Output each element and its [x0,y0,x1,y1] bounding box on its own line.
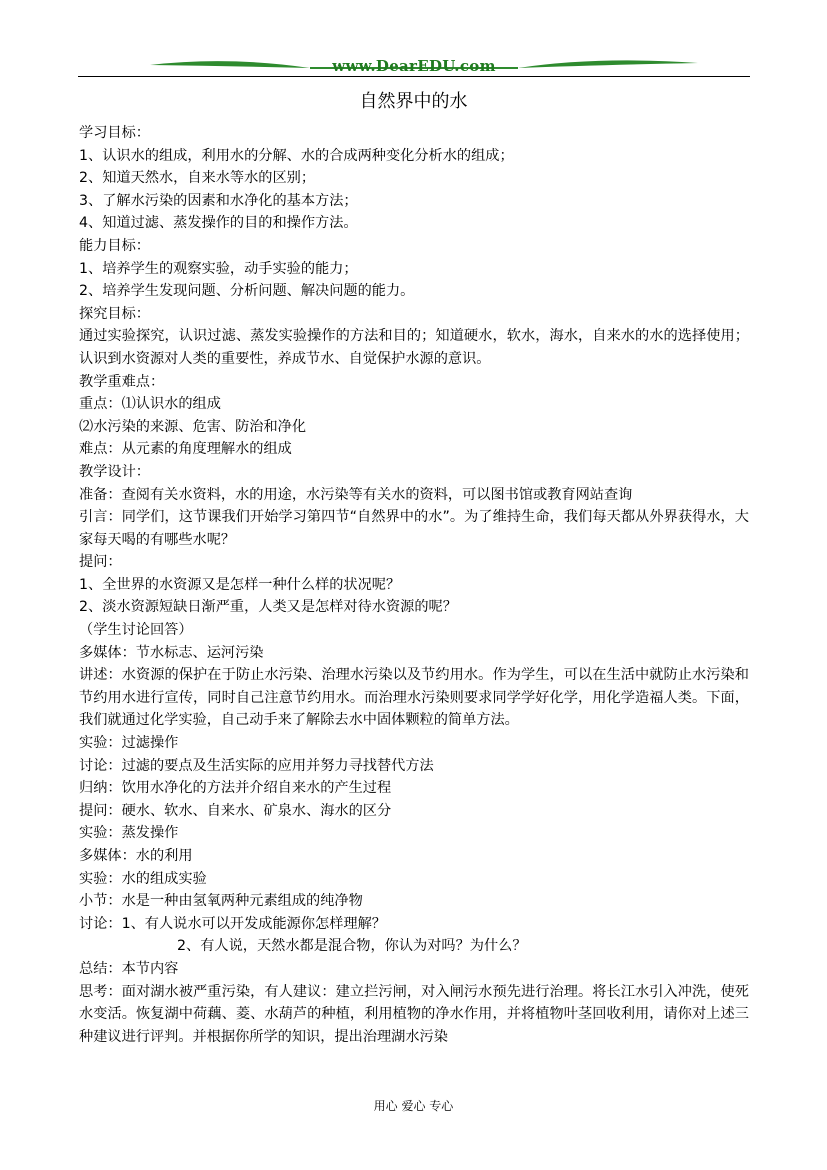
text-line: 提问：硬水、软水、自来水、矿泉水、海水的区分 [79,802,392,819]
document-body [79,122,749,1048]
text-line: （学生讨论回答） [79,622,193,639]
text-line: 4、知道过滤、蒸发操作的目的和操作方法。 [79,215,358,232]
text-line: 归纳：饮用水净化的方法并介绍自来水的产生过程 [79,780,392,797]
text-line: 1、全世界的水资源又是怎样一种什么样的状况呢？ [79,576,401,593]
header-divider [78,76,750,77]
text-line: 准备：查阅有关水资料，水的用途，水污染等有关水的资料，可以图书馆或教育网站查询 [79,486,633,503]
text-line: 教学重难点： [79,373,165,390]
text-paragraph: 引言：同学们，这节课我们开始学习第四节“自然界中的水”。为了维持生命，我们每天都从外界获得水，大家每天喝的有哪些水呢？ [79,509,749,548]
text-line: 3、了解水污染的因素和水净化的基本方法； [79,192,358,209]
page-footer: 用心 爱心 专心 [373,1099,454,1113]
text-line: 2、知道天然水，自来水等水的区别； [79,170,316,187]
text-line: 能力目标： [79,237,150,254]
text-line: 实验：水的组成实验 [79,870,207,887]
site-logo-text: www.DearEDU.com [332,57,496,75]
text-line: 2、淡水资源短缺日渐严重，人类又是怎样对待水资源的呢？ [79,599,457,616]
text-line: 多媒体：水的利用 [79,848,193,864]
text-line: 2、培养学生发现问题、分析问题、解决问题的能力。 [79,283,415,300]
text-line: 2、有人说，天然水都是混合物，你认为对吗？为什么？ [177,938,527,955]
text-line: 多媒体：节水标志、运河污染 [79,644,264,661]
text-line: 教学设计： [79,463,150,480]
site-header-logo [78,52,750,78]
text-line: 学习目标： [79,125,150,141]
text-line: 重点：⑴认识水的组成 [79,396,221,413]
text-line: 小节：水是一种由氢氧两种元素组成的纯净物 [79,893,363,910]
text-paragraph: 讲述：水资源的保护在于防止水污染、治理水污染以及节约用水。作为学生，可以在生活中就防止水污染和节约用水进行宣传，同时自己注意节约用水。而治理水污染则要求同学学好化学，用化学造福人类。下面，我们就通过化学实验，自己动手来了解除去水中固体颗粒的简单方法。 [79,667,749,729]
text-line: 1、认识水的组成，利用水的分解、水的合成两种变化分析水的组成； [79,147,514,164]
text-paragraph: 通过实验探究，认识过滤、蒸发实验操作的方法和目的；知道硬水，软水，海水，自来水的水的选择使用；认识到水资源对人类的重要性，养成节水、自觉保护水源的意识。 [79,328,749,367]
text-line: 1、培养学生的观察实验，动手实验的能力； [79,260,358,277]
document-title: 自然界中的水 [359,91,468,112]
text-line: ⑵水污染的来源、危害、防治和净化 [79,418,307,435]
text-line: 实验：蒸发操作 [79,825,179,842]
text-line: 讨论：1、有人说水可以开发成能源你怎样理解？ [79,915,386,932]
text-line: 难点：从元素的角度理解水的组成 [79,441,292,458]
text-line: 实验：过滤操作 [79,735,179,752]
text-line: 探究目标： [79,305,150,322]
text-line: 提问： [79,554,122,571]
text-paragraph: 思考：面对湖水被严重污染，有人建议：建立拦污闸，对入闸污水预先进行治理。将长江水引入冲洗，使死水变活。恢复湖中荷藕、菱、水葫芦的种植，利用植物的净水作用，并将植物叶茎回收利用，请你对上述三种建议进行评判。并根据你所学的知识，提出治理湖水污染 [79,983,749,1045]
text-line: 讨论：过滤的要点及生活实际的应用并努力寻找替代方法 [79,757,434,774]
text-line: 总结：本节内容 [79,960,179,977]
